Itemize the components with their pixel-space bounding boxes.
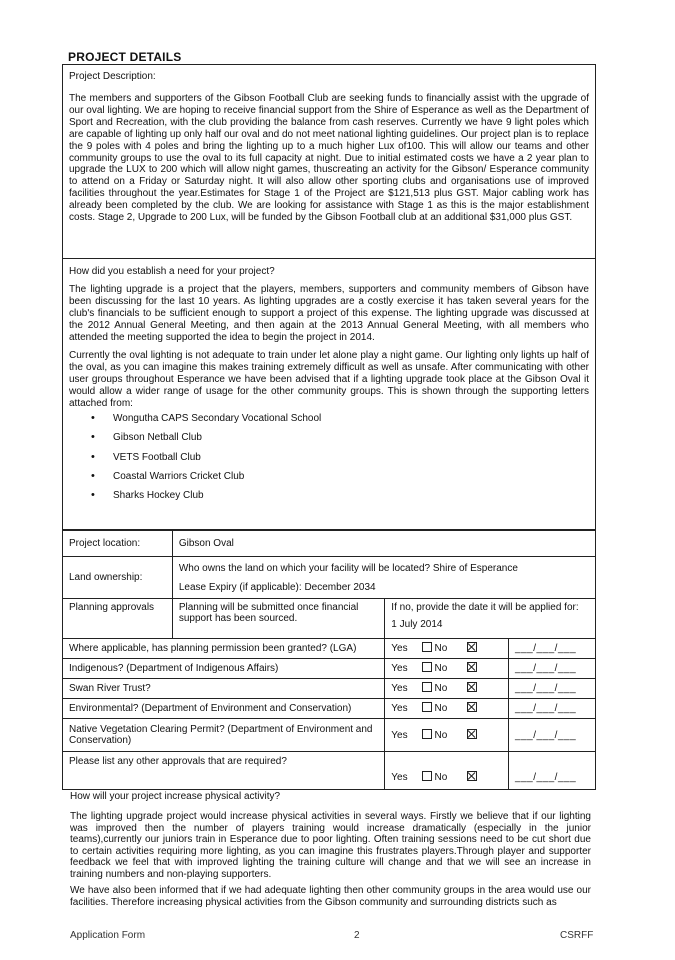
no-checkbox-checked[interactable] — [467, 702, 477, 712]
yes-label: Yes — [391, 772, 408, 783]
physical-activity-label: How will your project increase physical activity? — [70, 791, 281, 802]
table-row — [63, 639, 596, 659]
approval-choice-cell — [385, 639, 509, 659]
supporting-letters-list — [91, 413, 321, 509]
approval-date-field[interactable] — [509, 639, 596, 659]
planning-date-value[interactable]: 1 July 2014 — [391, 619, 443, 630]
project-need-paragraph-1: The lighting upgrade is a project that the players, members, supporters and community members of Gibson have been discussing for the last 10 years. As lighting upgrades are a costly exercise it has taken several years for the club's financials to be sufficient enough to support a project of this expense. The lighting upgrade was discussed at the 2012 Annual General Meeting, and then again at the 2013 Annual General Meeting, with all members who attended the meeting supported the idea to begin the project in 2014. — [69, 284, 589, 343]
approval-date-field[interactable] — [509, 679, 596, 699]
table-row — [63, 719, 596, 752]
yes-checkbox[interactable] — [422, 771, 432, 781]
approval-question: Where applicable, has planning permission been granted? (LGA) — [63, 639, 385, 659]
approval-choice-cell — [385, 752, 509, 790]
yes-label: Yes — [391, 729, 408, 741]
physical-activity-paragraph-2: We have also been informed that if we had adequate lighting then other community groups in the area would use our facilities. Therefore increasing physical activities from the Gibson community and surrounding districts such as — [70, 885, 591, 908]
date-blank: ___/___/___ — [515, 663, 577, 674]
no-label: No — [434, 729, 448, 741]
land-owner-line — [179, 563, 589, 574]
list-item: • Wongutha CAPS Secondary Vocational School — [91, 413, 321, 432]
project-description-box — [62, 64, 596, 259]
project-need-label: How did you establish a need for your project? — [69, 266, 275, 277]
land-ownership-label: Land ownership: — [63, 557, 173, 599]
yes-checkbox[interactable] — [422, 729, 432, 739]
footer-form-name: Application Form — [70, 930, 146, 941]
planning-date-prompt: If no, provide the date it will be applied for: — [391, 602, 579, 613]
yes-checkbox[interactable] — [422, 662, 432, 672]
lease-expiry-label: Lease Expiry (if applicable): — [178, 581, 302, 593]
date-blank: ___/___/___ — [515, 683, 577, 694]
yes-label: Yes — [391, 663, 408, 674]
section-title: PROJECT DETAILS — [68, 50, 182, 64]
table-row — [63, 659, 596, 679]
no-checkbox-checked[interactable] — [467, 729, 477, 739]
approval-choice-cell — [385, 659, 509, 679]
land-owner-value[interactable]: Shire of Esperance — [432, 562, 518, 574]
table-row — [63, 679, 596, 699]
approval-question: Native Vegetation Clearing Permit? (Department of Environment and Conservation) — [63, 719, 385, 752]
yes-checkbox[interactable] — [422, 682, 432, 692]
project-need-paragraph-2: Currently the oval lighting is not adequate to train under let alone play a night game. Our lighting only lights up half of the oval, as you can imagine this makes training extremely difficult as well as unsafe. After communicating with other user groups throughout Esperance we have been advised that if a lighting upgrade took place at the Gibson Oval it would allow a wider range of usage for the other community groups. This is shown through the supporting letters attached from: — [69, 350, 589, 409]
list-item: • Sharks Hockey Club — [91, 490, 321, 509]
no-checkbox-checked[interactable] — [467, 771, 477, 781]
approval-question: Environmental? (Department of Environment and Conservation) — [63, 699, 385, 719]
approval-choice-cell — [385, 719, 509, 752]
list-item: • Coastal Warriors Cricket Club — [91, 471, 321, 490]
land-ownership-cell — [172, 557, 595, 599]
planning-date-cell — [385, 599, 596, 639]
approval-choice-cell — [385, 699, 509, 719]
approval-date-field[interactable] — [509, 752, 596, 790]
date-blank: ___/___/___ — [515, 643, 577, 654]
table-row — [63, 699, 596, 719]
list-item: • VETS Football Club — [91, 452, 321, 471]
list-item: • Gibson Netball Club — [91, 432, 321, 451]
no-label: No — [434, 683, 448, 694]
project-location-label: Project location: — [63, 531, 173, 557]
date-blank: ___/___/___ — [515, 703, 577, 714]
footer-page-number: 2 — [354, 930, 360, 941]
table-row — [63, 752, 596, 790]
approval-date-field[interactable] — [509, 659, 596, 679]
approval-date-field[interactable] — [509, 719, 596, 752]
no-checkbox-checked[interactable] — [467, 642, 477, 652]
no-label: No — [434, 643, 448, 654]
project-description-label: Project Description: — [69, 71, 156, 82]
approval-date-field[interactable] — [509, 699, 596, 719]
lease-expiry-value[interactable]: December 2034 — [304, 581, 376, 593]
yes-label: Yes — [391, 643, 408, 654]
approval-question: Indigenous? (Department of Indigenous Affairs) — [63, 659, 385, 679]
project-need-box — [62, 258, 596, 530]
no-checkbox-checked[interactable] — [467, 682, 477, 692]
no-label: No — [434, 663, 448, 674]
approval-question: Swan River Trust? — [63, 679, 385, 699]
project-location-value[interactable]: Gibson Oval — [172, 531, 595, 557]
approval-question: Please list any other approvals that are required? — [63, 752, 385, 790]
table-row — [63, 531, 596, 557]
project-details-table — [62, 530, 596, 790]
date-blank: ___/___/___ — [515, 729, 577, 741]
no-checkbox-checked[interactable] — [467, 662, 477, 672]
yes-label: Yes — [391, 683, 408, 694]
date-blank: ___/___/___ — [515, 772, 577, 783]
physical-activity-paragraph-1: The lighting upgrade project would increase physical activities in several ways. Firstly we believe that if our lighting was improved then the number of players training would increase dramatically (especially in the junior teams),currently our juniors train in Esperance due to poor lighting. Often training sessions need to be cut short due to certain activities requiring more lighting, as you can imagine this frustrates players.Through player and supporter feedback we feel that with improved lighting the training culture will change and that we will see an increase in training numbers and non-playing supporters. — [70, 811, 591, 880]
planning-approvals-note[interactable]: Planning will be submitted once financial support has been sourced. — [172, 599, 384, 639]
no-label: No — [434, 703, 448, 714]
project-description-text: The members and supporters of the Gibson Football Club are seeking funds to financially assist with the upgrade of our oval lighting. We are hoping to receive financial support from the Shire of Esperance as well as the Department of Sport and Recreation, with the club providing the balance from cash reserves. Currently we have 9 light poles which are capable of lighting up only half our oval and do not meet national lighting guidelines. Our project plan is to replace the 9 poles with 4 poles and bring the lighting up to a much higher Lux of100. This will allow our teams and other community groups to use the oval to its full capacity at night. Due to initial estimated costs we have a 2 year plan to upgrade the LUX to 200 which will allow night games, thuscreating an activity for the Gibson/ Esperance community to attend on a Friday or Saturday night. It will also allow other sporting clubs and organisations use of improved facilities throughout the year.Estimates for Stage 1 of the Project are $121,513 plus GST. Major cabling work has already been completed by the club. We are looking for assistance with Stage 1 as this is the major establishment costs. Stage 2, Upgrade to 200 Lux, will be funded by the Gibson Football club at an additional $31,000 plus GST. — [69, 93, 589, 224]
lease-expiry-line — [179, 582, 589, 593]
yes-label: Yes — [391, 703, 408, 714]
table-row — [63, 599, 596, 639]
footer-form-code: CSRFF — [560, 930, 594, 941]
table-row — [63, 557, 596, 599]
planning-approvals-label: Planning approvals — [63, 599, 173, 639]
yes-checkbox[interactable] — [422, 702, 432, 712]
no-label: No — [434, 772, 448, 783]
land-owner-question: Who owns the land on which your facility will be located? — [178, 562, 431, 574]
yes-checkbox[interactable] — [422, 642, 432, 652]
approval-choice-cell — [385, 679, 509, 699]
